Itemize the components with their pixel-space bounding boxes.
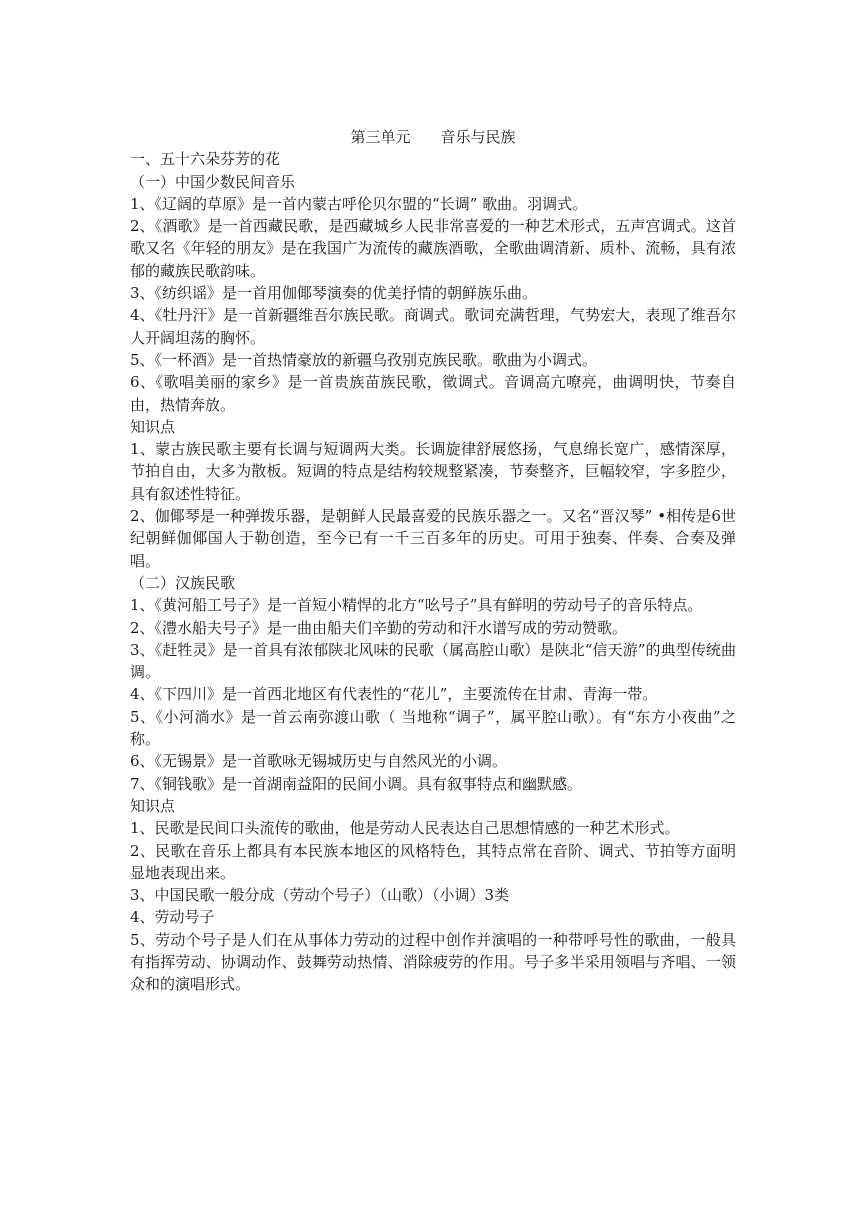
paragraph: 2、《酒歌》是一首西藏民歌，是西藏城乡人民非常喜爱的一种艺术形式，五声宫调式。这首歌又名《年轻的朋友》是在我国广为流传的藏族酒歌，全歌曲调清新、质朴、流畅，具有浓郁的藏族民歌韵味。 xyxy=(130,217,736,280)
paragraph: 1、《黄河船工号子》是一首短小精悍的北方“吆号子”具有鲜明的劳动号子的音乐特点。 xyxy=(130,596,703,615)
paragraph: 3、《纺织谣》是一首用伽倻琴演奏的优美抒情的朝鲜族乐曲。 xyxy=(130,284,538,303)
page-title: 第三单元 音乐与民族 xyxy=(350,128,516,146)
line-section-heading: 一、五十六朵芬芳的花 xyxy=(130,150,281,169)
line-subsection-heading: （一）中国少数民间音乐 xyxy=(130,172,296,191)
paragraph: 5、《小河淌水》是一首云南弥渡山歌（ 当地称“调子”，属平腔山歌）。有“东方小夜曲”之称。 xyxy=(130,707,736,749)
paragraph: 4、劳动号子 xyxy=(130,908,215,927)
paragraph: 1、《辽阔的草原》是一首内蒙古呼伦贝尔盟的“长调” 歌曲。羽调式。 xyxy=(130,194,588,213)
paragraph: 2、伽倻琴是一种弹拨乐器，是朝鲜人民最喜爱的民族乐器之一。又名“晋汉琴” •相传是6世纪朝鲜伽倻国人于勒创造，至今已有一千三百多年的历史。可用于独奏、伴奏、合奏及弹唱。 xyxy=(130,507,736,570)
paragraph: 4、《下四川》是一首西北地区有代表性的“花儿”，主要流传在甘肃、青海一带。 xyxy=(130,685,658,704)
paragraph: 5、《一杯酒》是一首热情豪放的新疆乌孜别克族民歌。歌曲为小调式。 xyxy=(130,350,598,369)
paragraph: 5、劳动个号子是人们在从事体力劳动的过程中创作并演唱的一种带呼号性的歌曲，一般具有指挥劳动、协调动作、鼓舞劳动热情、消除疲劳的作用。号子多半采用领唱与齐唱、一领众和的演唱形式。 xyxy=(130,930,736,994)
document-page xyxy=(130,126,736,996)
line-subsection-heading: （二）汉族民歌 xyxy=(130,573,236,592)
knowledge-heading: 知识点 xyxy=(130,796,176,815)
paragraph: 3、《赶牲灵》是一首具有浓郁陕北风味的民歌（属高腔山歌）是陕北“信天游”的典型传统曲调。 xyxy=(130,640,736,682)
paragraph: 6、《歌唱美丽的家乡》是一首贵族苗族民歌，徵调式。音调高亢嘹亮，曲调明快，节奏自由，热情奔放。 xyxy=(130,373,736,414)
paragraph: 1、蒙古族民歌主要有长调与短调两大类。长调旋律舒展悠扬，气息绵长宽广，感情深厚，节拍自由，大多为散板。短调的特点是结构较规整紧凑，节奏整齐，巨幅较窄，字多腔少，具有叙述性特征。 xyxy=(130,440,736,503)
paragraph: 3、中国民歌一般分成（劳动个号子）（山歌）（小调）3类 xyxy=(130,886,510,905)
paragraph: 2、民歌在音乐上都具有本民族本地区的风格特色，其特点常在音阶、调式、节拍等方面明显地表现出来。 xyxy=(130,841,736,882)
paragraph: 7、《铜钱歌》是一首湖南益阳的民间小调。具有叙事特点和幽默感。 xyxy=(130,774,583,793)
paragraph: 6、《无锡景》是一首歌咏无锡城历史与自然风光的小调。 xyxy=(130,752,508,771)
paragraph: 2、《澧水船夫号子》是一曲由船夫们辛勤的劳动和汗水谱写成的劳动赞歌。 xyxy=(130,618,628,637)
document-body xyxy=(130,148,736,995)
knowledge-heading: 知识点 xyxy=(130,417,176,436)
paragraph: 4、《牡丹汗》是一首新疆维吾尔族民歌。商调式。歌词充满哲理，气势宏大，表现了维吾尔人开阔坦荡的胸怀。 xyxy=(130,306,736,347)
paragraph: 1、民歌是民间口头流传的歌曲，他是劳动人民表达自己思想情感的一种艺术形式。 xyxy=(130,819,680,838)
